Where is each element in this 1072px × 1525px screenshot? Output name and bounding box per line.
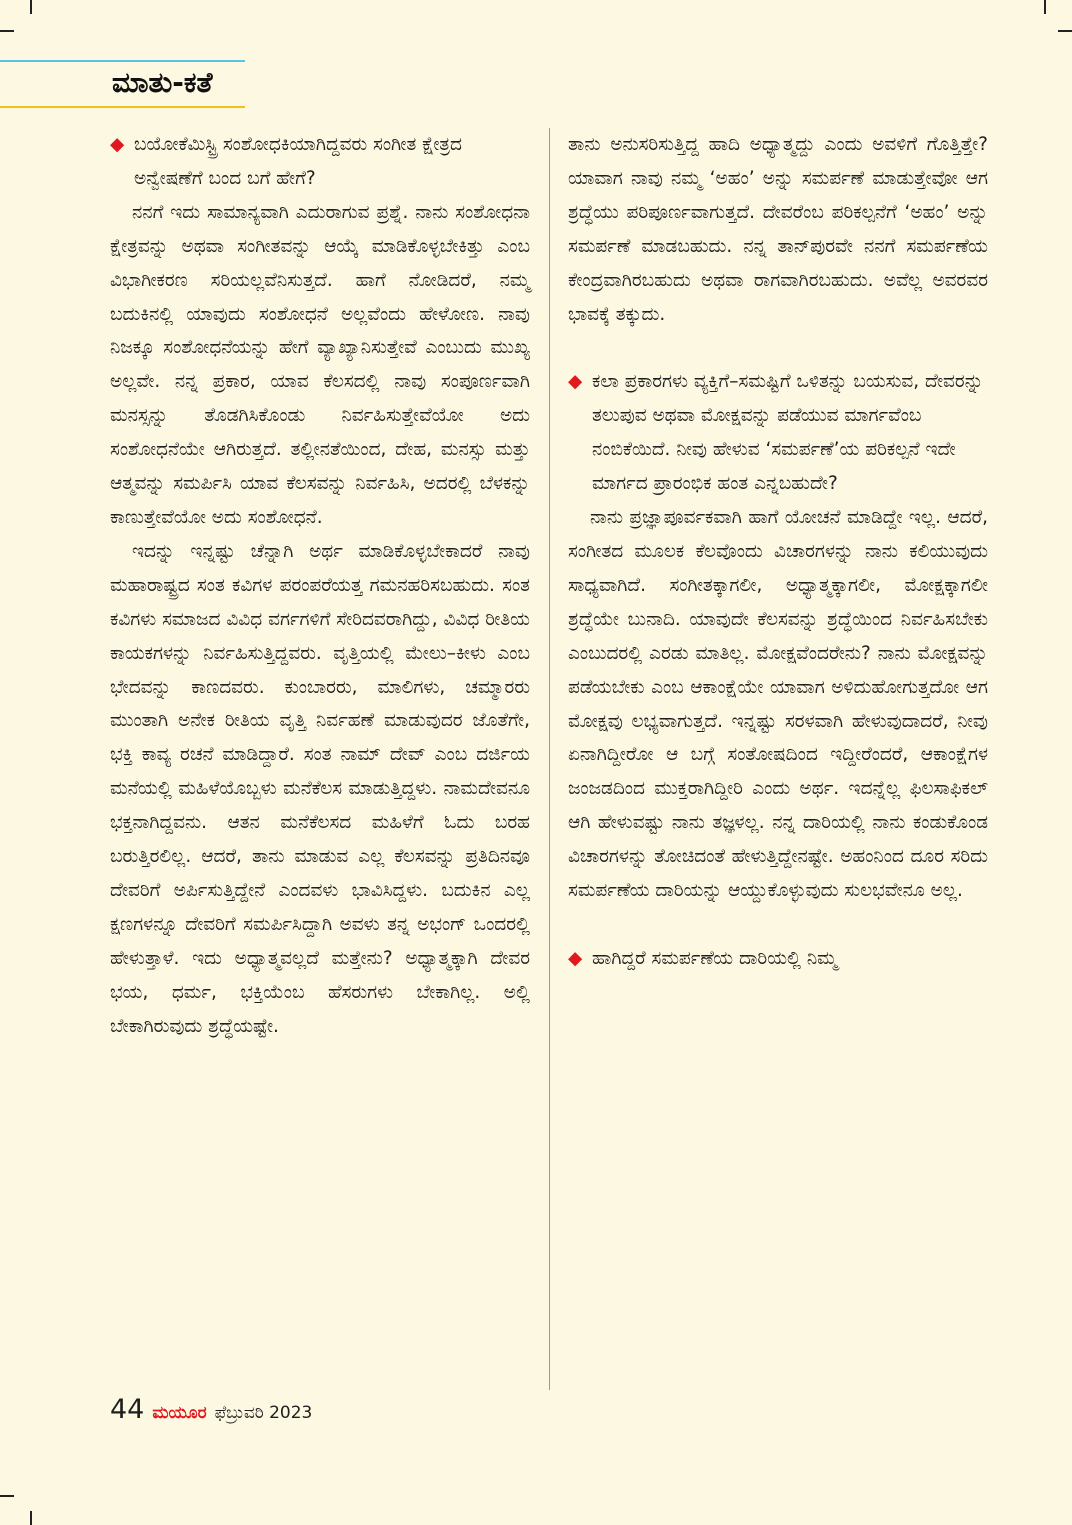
spacer bbox=[568, 908, 988, 942]
page-number: 44 bbox=[110, 1394, 145, 1425]
column-divider bbox=[549, 128, 550, 1390]
crop-mark bbox=[30, 1511, 32, 1525]
answer-1-paragraph-3: ತಾನು ಅನುಸರಿಸುತ್ತಿದ್ದ ಹಾದಿ ಅಧ್ಯಾತ್ಮದ್ದು ಎಂದು ಅವಳಿಗೆ ಗೊತ್ತಿತ್ತೇ? ಯಾವಾಗ ನಾವು ನಮ್ಮ ‘ಅಹಂ’ ಅನ್ನು ಸಮರ್ಪಣೆ ಮಾಡುತ್ತೇವೋ ಆಗ ಶ್ರದ್ಧೆಯು ಪರಿಪೂರ್ಣವಾಗುತ್ತದೆ. ದೇವರೆಂಬ ಪರಿಕಲ್ಪನೆಗೆ ‘ಅಹಂ’ ಅನ್ನು ಸಮರ್ಪಣೆ ಮಾಡಬಹುದು. ನನ್ನ ತಾನ್‌ಪುರವೇ ನನಗೆ ಸಮರ್ಪಣೆಯ ಕೇಂದ್ರವಾಗಿರಬಹುದು ಅಥವಾ ರಾಗವಾಗಿರಬಹುದು. ಅವೆಲ್ಲ ಅವರವರ ಭಾವಕ್ಕೆ ತಕ್ಕುದು. bbox=[568, 134, 988, 325]
diamond-icon: ◆ bbox=[568, 947, 583, 969]
crop-mark bbox=[1058, 30, 1072, 32]
question-1 bbox=[110, 128, 530, 196]
answer-2-paragraph-1: ನಾನು ಪ್ರಜ್ಞಾಪೂರ್ವಕವಾಗಿ ಹಾಗೆ ಯೋಚನೆ ಮಾಡಿದ್ದೇ ಇಲ್ಲ. ಆದರೆ, ಸಂಗೀತದ ಮೂಲಕ ಕೆಲವೊಂದು ವಿಚಾರಗಳನ್ನು ನಾನು ಕಲಿಯುವುದು ಸಾಧ್ಯವಾಗಿದೆ. ಸಂಗೀತಕ್ಕಾಗಲೀ, ಅಧ್ಯಾತ್ಮಕ್ಕಾಗಲೀ, ಮೋಕ್ಷಕ್ಕಾಗಲೀ ಶ್ರದ್ಧೆಯೇ ಬುನಾದಿ. ಯಾವುದೇ ಕೆಲಸವನ್ನು ಶ್ರದ್ಧೆಯಿಂದ ನಿರ್ವಹಿಸಬೇಕು ಎಂಬುದರಲ್ಲಿ ಎರಡು ಮಾತಿಲ್ಲ. ಮೋಕ್ಷವೆಂದರೇನು? ನಾನು ಮೋಕ್ಷವನ್ನು ಪಡೆಯಬೇಕು ಎಂಬ ಆಕಾಂಕ್ಷೆಯೇ ಯಾವಾಗ ಅಳಿದುಹೋಗುತ್ತದೋ ಆಗ ಮೋಕ್ಷವು ಲಭ್ಯವಾಗುತ್ತದೆ. ಇನ್ನಷ್ಟು ಸರಳವಾಗಿ ಹೇಳುವುದಾದರೆ, ನೀವು ಏನಾಗಿದ್ದೀರೋ ಆ ಬಗ್ಗೆ ಸಂತೋಷದಿಂದ ಇದ್ದೀರೆಂದರೆ, ಆಕಾಂಕ್ಷೆಗಳ ಜಂಜಡದಿಂದ ಮುಕ್ತರಾಗಿದ್ದೀರಿ ಎಂದು ಅರ್ಥ. ಇದನ್ನೆಲ್ಲ ಫಿಲಸಾಫಿಕಲ್ ಆಗಿ ಹೇಳುವಷ್ಟು ನಾನು ತಜ್ಞಳಲ್ಲ. ನನ್ನ ದಾರಿಯಲ್ಲಿ ನಾನು ಕಂಡುಕೊಂಡ ವಿಚಾರಗಳನ್ನು ತೋಚಿದಂತೆ ಹೇಳುತ್ತಿದ್ದೇನಷ್ಟೇ. ಅಹಂನಿಂದ ದೂರ ಸರಿದು ಸಮರ್ಪಣೆಯ ದಾರಿಯನ್ನು ಆಯ್ದುಕೊಳ್ಳುವುದು ಸುಲಭವೇನೂ ಅಲ್ಲ. bbox=[568, 507, 988, 902]
header-rule-yellow bbox=[0, 106, 245, 108]
right-column bbox=[568, 128, 988, 976]
crop-mark bbox=[1044, 0, 1046, 14]
diamond-icon: ◆ bbox=[568, 371, 583, 393]
magazine-logo: ಮಯೂರ bbox=[152, 1403, 207, 1423]
answer-1-paragraph-1: ನನಗೆ ಇದು ಸಾಮಾನ್ಯವಾಗಿ ಎದುರಾಗುವ ಪ್ರಶ್ನೆ. ನಾನು ಸಂಶೋಧನಾ ಕ್ಷೇತ್ರವನ್ನು ಅಥವಾ ಸಂಗೀತವನ್ನು ಆಯ್ಕೆ ಮಾಡಿಕೊಳ್ಳಬೇಕಿತ್ತು ಎಂಬ ವಿಭಾಗೀಕರಣ ಸರಿಯಲ್ಲವೆನಿಸುತ್ತದೆ. ಹಾಗೆ ನೋಡಿದರೆ, ನಮ್ಮ ಬದುಕಿನಲ್ಲಿ ಯಾವುದು ಸಂಶೋಧನೆ ಅಲ್ಲವೆಂದು ಹೇಳೋಣ. ನಾವು ನಿಜಕ್ಕೂ ಸಂಶೋಧನೆಯನ್ನು ಹೇಗೆ ವ್ಯಾಖ್ಯಾನಿಸುತ್ತೇವೆ ಎಂಬುದು ಮುಖ್ಯ ಅಲ್ಲವೇ. ನನ್ನ ಪ್ರಕಾರ, ಯಾವ ಕೆಲಸದಲ್ಲಿ ನಾವು ಸಂಪೂರ್ಣವಾಗಿ ಮನಸ್ಸನ್ನು ತೊಡಗಿಸಿಕೊಂಡು ನಿರ್ವಹಿಸುತ್ತೇವೆಯೋ ಅದು ಸಂಶೋಧನೆಯೇ ಆಗಿರುತ್ತದೆ. ತಲ್ಲೀನತೆಯಿಂದ, ದೇಹ, ಮನಸ್ಸು ಮತ್ತು ಆತ್ಮವನ್ನು ಸಮರ್ಪಿಸಿ ಯಾವ ಕೆಲಸವನ್ನು ನಿರ್ವಹಿಸಿ, ಅದರಲ್ಲಿ ಬೆಳಕನ್ನು ಕಾಣುತ್ತೇವೆಯೋ ಅದು ಸಂಶೋಧನೆ. bbox=[110, 201, 530, 528]
crop-mark bbox=[30, 0, 32, 14]
answer-1-paragraph-2: ಇದನ್ನು ಇನ್ನಷ್ಟು ಚೆನ್ನಾಗಿ ಅರ್ಥ ಮಾಡಿಕೊಳ್ಳಬೇಕಾದರೆ ನಾವು ಮಹಾರಾಷ್ಟ್ರದ ಸಂತ ಕವಿಗಳ ಪರಂಪರೆಯತ್ತ ಗಮನಹರಿಸಬಹುದು. ಸಂತ ಕವಿಗಳು ಸಮಾಜದ ವಿವಿಧ ವರ್ಗಗಳಿಗೆ ಸೇರಿದವರಾಗಿದ್ದು, ವಿವಿಧ ರೀತಿಯ ಕಾಯಕಗಳನ್ನು ನಿರ್ವಹಿಸುತ್ತಿದ್ದವರು. ವೃತ್ತಿಯಲ್ಲಿ ಮೇಲು–ಕೀಳು ಎಂಬ ಭೇದವನ್ನು ಕಾಣದವರು. ಕುಂಬಾರರು, ಮಾಲಿಗಳು, ಚಮ್ಮಾರರು ಮುಂತಾಗಿ ಅನೇಕ ರೀತಿಯ ವೃತ್ತಿ ನಿರ್ವಹಣೆ ಮಾಡುವುದರ ಜೊತೆಗೇ, ಭಕ್ತಿ ಕಾವ್ಯ ರಚನೆ ಮಾಡಿದ್ದಾರೆ. ಸಂತ ನಾಮ್ ದೇವ್ ಎಂಬ ದರ್ಜಿಯ ಮನೆಯಲ್ಲಿ ಮಹಿಳೆಯೊಬ್ಬಳು ಮನೆಕೆಲಸ ಮಾಡುತ್ತಿದ್ದಳು. ನಾಮದೇವನೂ ಭಕ್ತನಾಗಿದ್ದವನು. ಆತನ ಮನೆಕೆಲಸದ ಮಹಿಳೆಗೆ ಓದು ಬರಹ ಬರುತ್ತಿರಲಿಲ್ಲ. ಆದರೆ, ತಾನು ಮಾಡುವ ಎಲ್ಲ ಕೆಲಸವನ್ನು ಪ್ರತಿದಿನವೂ ದೇವರಿಗೆ ಅರ್ಪಿಸುತ್ತಿದ್ದೇನೆ ಎಂದವಳು ಭಾವಿಸಿದ್ದಳು. ಬದುಕಿನ ಎಲ್ಲ ಕ್ಷಣಗಳನ್ನೂ ದೇವರಿಗೆ ಸಮರ್ಪಿಸಿದ್ದಾಗಿ ಅವಳು ತನ್ನ ಅಭಂಗ್ ಒಂದರಲ್ಲಿ ಹೇಳುತ್ತಾಳೆ. ಇದು ಅಧ್ಯಾತ್ಮವಲ್ಲದೆ ಮತ್ತೇನು? ಅಧ್ಯಾತ್ಮಕ್ಕಾಗಿ ದೇವರ ಭಯ, ಧರ್ಮ, ಭಕ್ತಿಯೆಂಬ ಹೆಸರುಗಳು ಬೇಕಾಗಿಲ್ಲ. ಅಲ್ಲಿ ಬೇಕಾಗಿರುವುದು ಶ್ರದ್ಧೆಯಷ್ಟೇ. bbox=[110, 540, 530, 1037]
crop-mark bbox=[0, 1495, 14, 1497]
section-title: ಮಾತು-ಕತೆ bbox=[112, 66, 213, 99]
diamond-icon: ◆ bbox=[110, 134, 125, 155]
question-3-text: ಹಾಗಿದ್ದರೆ ಸಮರ್ಪಣೆಯ ದಾರಿಯಲ್ಲಿ ನಿಮ್ಮ bbox=[592, 947, 838, 969]
question-2 bbox=[568, 365, 988, 501]
left-column bbox=[110, 128, 530, 1043]
page-footer bbox=[110, 1394, 312, 1428]
question-2-text: ಕಲಾ ಪ್ರಕಾರಗಳು ವ್ಯಕ್ತಿಗೆ–ಸಮಷ್ಟಿಗೆ ಒಳಿತನ್ನು ಬಯಸುವ, ದೇವರನ್ನು ತಲುಪುವ ಅಥವಾ ಮೋಕ್ಷವನ್ನು ಪಡೆಯುವ ಮಾರ್ಗವೆಂಬ ನಂಬಿಕೆಯಿದೆ. ನೀವು ಹೇಳುವ ‘ಸಮರ್ಪಣೆ’ಯ ಪರಿಕಲ್ಪನೆ ಇದೇ ಮಾರ್ಗದ ಪ್ರಾರಂಭಿಕ ಹಂತ ಎನ್ನಬಹುದೇ? bbox=[592, 371, 984, 495]
question-3 bbox=[568, 942, 988, 976]
issue-date: ಫೆಬ್ರುವರಿ 2023 bbox=[214, 1403, 313, 1423]
crop-mark bbox=[0, 30, 14, 32]
spacer bbox=[568, 331, 988, 365]
question-1-text: ಬಯೋಕೆಮಿಸ್ಟ್ರಿ ಸಂಶೋಧಕಿಯಾಗಿದ್ದವರು ಸಂಗೀತ ಕ್ಷೇತ್ರದ ಅನ್ವೇಷಣೆಗೆ ಬಂದ ಬಗೆ ಹೇಗೆ? bbox=[134, 134, 462, 189]
